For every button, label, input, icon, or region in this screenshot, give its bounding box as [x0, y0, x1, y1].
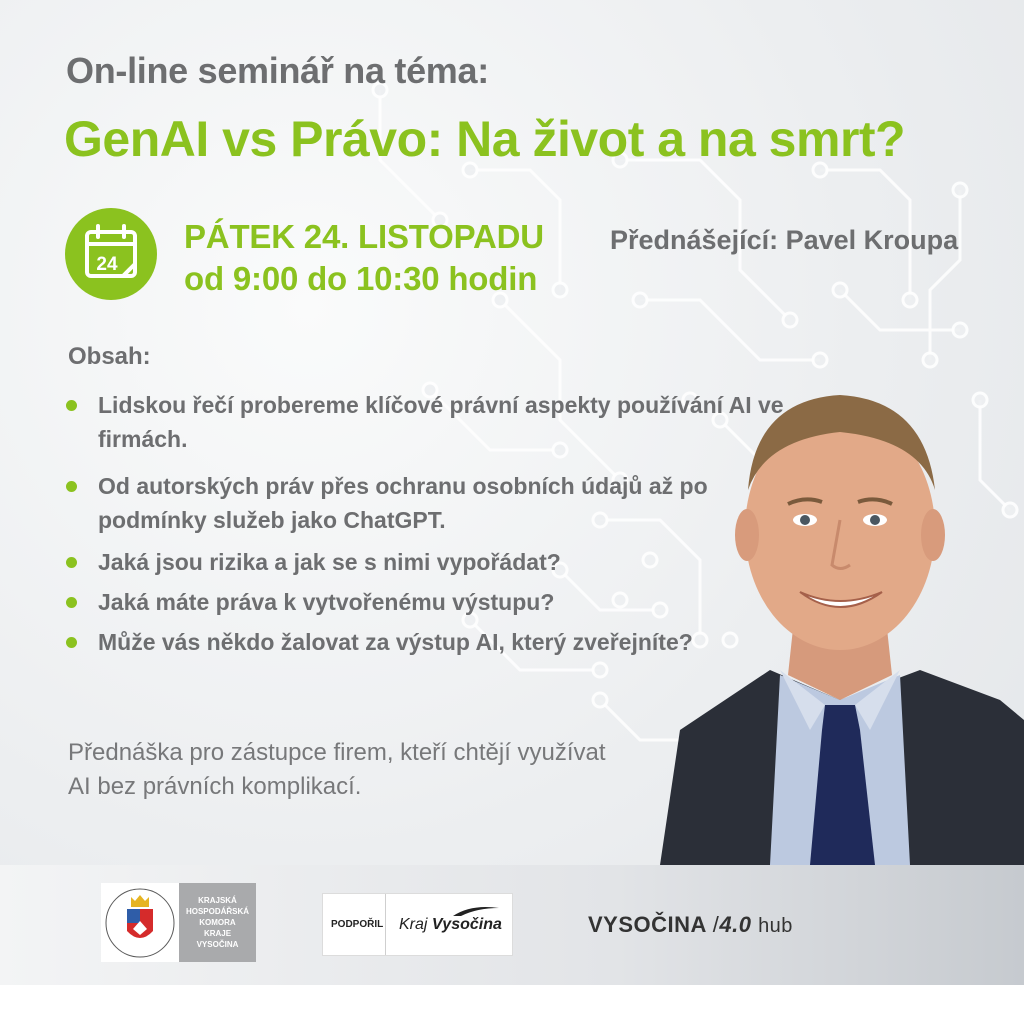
content-heading: Obsah:: [68, 343, 151, 370]
list-item-text: Může vás někdo žalovat za výstup AI, který zveřejníte?: [98, 629, 693, 655]
pre-title: On-line seminář na téma:: [66, 50, 489, 91]
event-date: PÁTEK 24. LISTOPADU: [184, 218, 544, 255]
list-item-text: Od autorských práv přes ochranu osobních údajů až po podmínky služeb jako ChatGPT.: [98, 473, 708, 533]
hub-name: VYSOČINA: [588, 912, 707, 937]
swoosh-icon: [451, 904, 501, 918]
list-item-text: Jaká jsou rizika a jak se s nimi vypořádat?: [98, 549, 561, 575]
speaker: Přednášející: Pavel Kroupa: [610, 225, 959, 255]
kraj-label: [399, 916, 502, 934]
kraj-prefix: Kraj: [399, 916, 428, 933]
list-item-text: Lidskou řečí probereme klíčové právní aspekty používání AI ve firmách.: [98, 392, 784, 452]
calendar-badge: [65, 208, 157, 300]
bullet-dot: [66, 637, 77, 648]
bullet-dot: [66, 481, 77, 492]
list-item-text: Jaká máte práva k vytvořenému výstupu?: [98, 589, 555, 615]
vysocina-hub-logo: VYSOČINA /4.0 hub: [588, 912, 793, 937]
main-title: GenAI vs Právo: Na život a na smrt?: [64, 111, 906, 167]
bullet-dot: [66, 597, 77, 608]
khk-name-line: KRAJSKÁ: [198, 896, 237, 905]
calendar-day: 24: [96, 254, 118, 275]
khk-seal: [101, 883, 179, 962]
khk-name-line: KRAJE: [203, 929, 232, 938]
khk-name-line: VYSOČINA: [196, 940, 239, 949]
divider: [385, 894, 386, 955]
speaker-photo: [660, 370, 1024, 865]
hub-suffix: hub: [758, 915, 793, 937]
khk-name-line: KOMORA: [199, 918, 236, 927]
kraj-vysocina-logo: [322, 893, 513, 956]
supported-label: PODPOŘIL: [331, 919, 384, 930]
khk-name-line: HOSPODÁŘSKÁ: [185, 907, 250, 916]
event-time: od 9:00 do 10:30 hodin: [184, 260, 538, 297]
bullet-dot: [66, 557, 77, 568]
footer-bottom-strip: [0, 985, 1024, 1024]
audience-note: Přednáška pro zástupce firem, kteří chtějí využívat AI bez právních komplikací.: [68, 739, 606, 800]
hub-version: 4.0: [719, 912, 752, 937]
bullet-dot: [66, 400, 77, 411]
kraj-name: Vysočina: [431, 916, 502, 933]
calendar-icon: [65, 208, 157, 300]
khk-name: [179, 883, 256, 962]
